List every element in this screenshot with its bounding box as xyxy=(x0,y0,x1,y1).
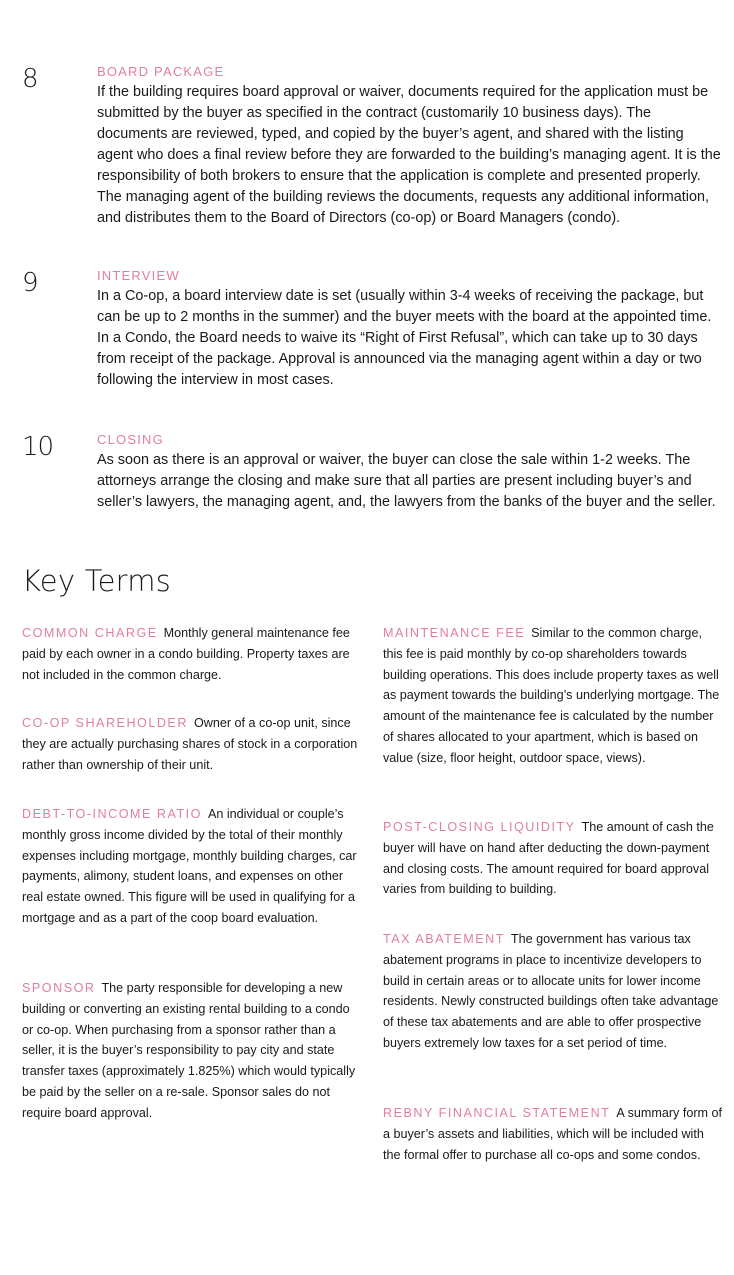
term-name: REBNY FINANCIAL STATEMENT xyxy=(383,1106,611,1120)
term-name: DEBT-TO-INCOME RATIO xyxy=(22,807,202,821)
term-definition: The party responsible for developing a new building or converting an existing rental building to a condo or co-op. When purchasing from a sponsor rather than a seller, it is the buyer’s responsibility to pay city and state transfer taxes (approximately 1.825%) which would typically be paid by the seller on a re-sale. Sponsor sales do not require board approval. xyxy=(22,981,356,1120)
term-co-op-shareholder xyxy=(22,713,362,775)
term-name: MAINTENANCE FEE xyxy=(383,626,526,640)
term-definition: Owner of a co-op unit, since they are actually purchasing shares of stock in a corporation rather than ownership of their unit. xyxy=(22,716,358,772)
term-definition: An individual or couple’s monthly gross income divided by the total of their monthly expenses including mortgage, monthly building charges, car payments, alimony, student loans, and expenses on other real estate owned. This figure will be used in qualifying for a mortgage and as a part of the coop board evaluation. xyxy=(22,807,357,925)
step-body xyxy=(97,432,722,513)
step-title: BOARD PACKAGE xyxy=(97,64,225,79)
step-title: CLOSING xyxy=(97,432,164,447)
term-debt-to-income-ratio xyxy=(22,804,362,929)
step-text: In a Co-op, a board interview date is set (usually within 3-4 weeks of receiving the package, but can be up to 2 months in the summer) and the buyer meets with the board at the appointed time. In a Condo, the Board needs to waive its “Right of First Refusal”, which can take up to 30 days from receipt of the package. Approval is announced via the managing agent within a day or two following the interview in most cases. xyxy=(97,288,712,388)
step-title: INTERVIEW xyxy=(97,268,180,283)
step-body xyxy=(97,64,722,229)
term-tax-abatement xyxy=(383,929,723,1054)
term-definition: Monthly general maintenance fee paid by each owner in a condo building. Property taxes are not included in the common charge. xyxy=(22,626,350,682)
term-post-closing-liquidity xyxy=(383,817,723,900)
term-rebny-financial-statement xyxy=(383,1103,723,1165)
step-text: If the building requires board approval or waiver, documents required for the application must be submitted by the buyer as specified in the contract (customarily 10 business days). The documents are reviewed, typed, and copied by the buyer’s agent, and shared with the listing agent who does a final review before they are forwarded to the building’s managing agent. It is the responsibility of both brokers to ensure that the application is complete and presented properly. The managing agent of the building reviews the documents, requests any additional information, and distributes them to the Board of Directors (co-op) or Board Managers (condo). xyxy=(97,84,721,226)
step-number: 10 xyxy=(22,432,54,462)
term-name: POST-CLOSING LIQUIDITY xyxy=(383,820,576,834)
term-sponsor xyxy=(22,978,362,1124)
term-definition: The government has various tax abatement programs in place to incentivize developers to build in certain areas or to allocate units for lower income residents. Newly constructed buildings often take advantage of these tax abatements and are able to offer prospective buyers extremely low taxes for a set period of time. xyxy=(383,932,719,1050)
step-number: 8 xyxy=(22,64,38,94)
term-definition: Similar to the common charge, this fee is paid monthly by co-op shareholders towards building operations. This does include property taxes as well as payment towards the building’s underlying mortgage. The amount of the maintenance fee is calculated by the number of shares allocated to your apartment, which is based on value (size, floor height, outdoor space, views). xyxy=(383,626,720,765)
term-definition: A summary form of a buyer’s assets and liabilities, which will be included with the formal offer to purchase all co-ops and some condos. xyxy=(383,1106,723,1162)
term-definition: The amount of cash the buyer will have on hand after deducting the down-payment and closing costs. The amount required for board approval varies from building to building. xyxy=(383,820,714,897)
term-name: COMMON CHARGE xyxy=(22,626,158,640)
step-body xyxy=(97,268,722,391)
term-maintenance-fee xyxy=(383,623,723,769)
step-number: 9 xyxy=(22,268,38,298)
term-name: TAX ABATEMENT xyxy=(383,932,505,946)
key-terms-heading: Key Terms xyxy=(22,564,171,598)
term-name: CO-OP SHAREHOLDER xyxy=(22,716,188,730)
term-name: SPONSOR xyxy=(22,981,96,995)
step-text: As soon as there is an approval or waiver, the buyer can close the sale within 1-2 weeks. The attorneys arrange the closing and make sure that all parties are present including buyer’s and seller’s lawyers, the managing agent, and, the lawyers from the banks of the buyer and the seller. xyxy=(97,452,716,510)
term-common-charge xyxy=(22,623,362,685)
